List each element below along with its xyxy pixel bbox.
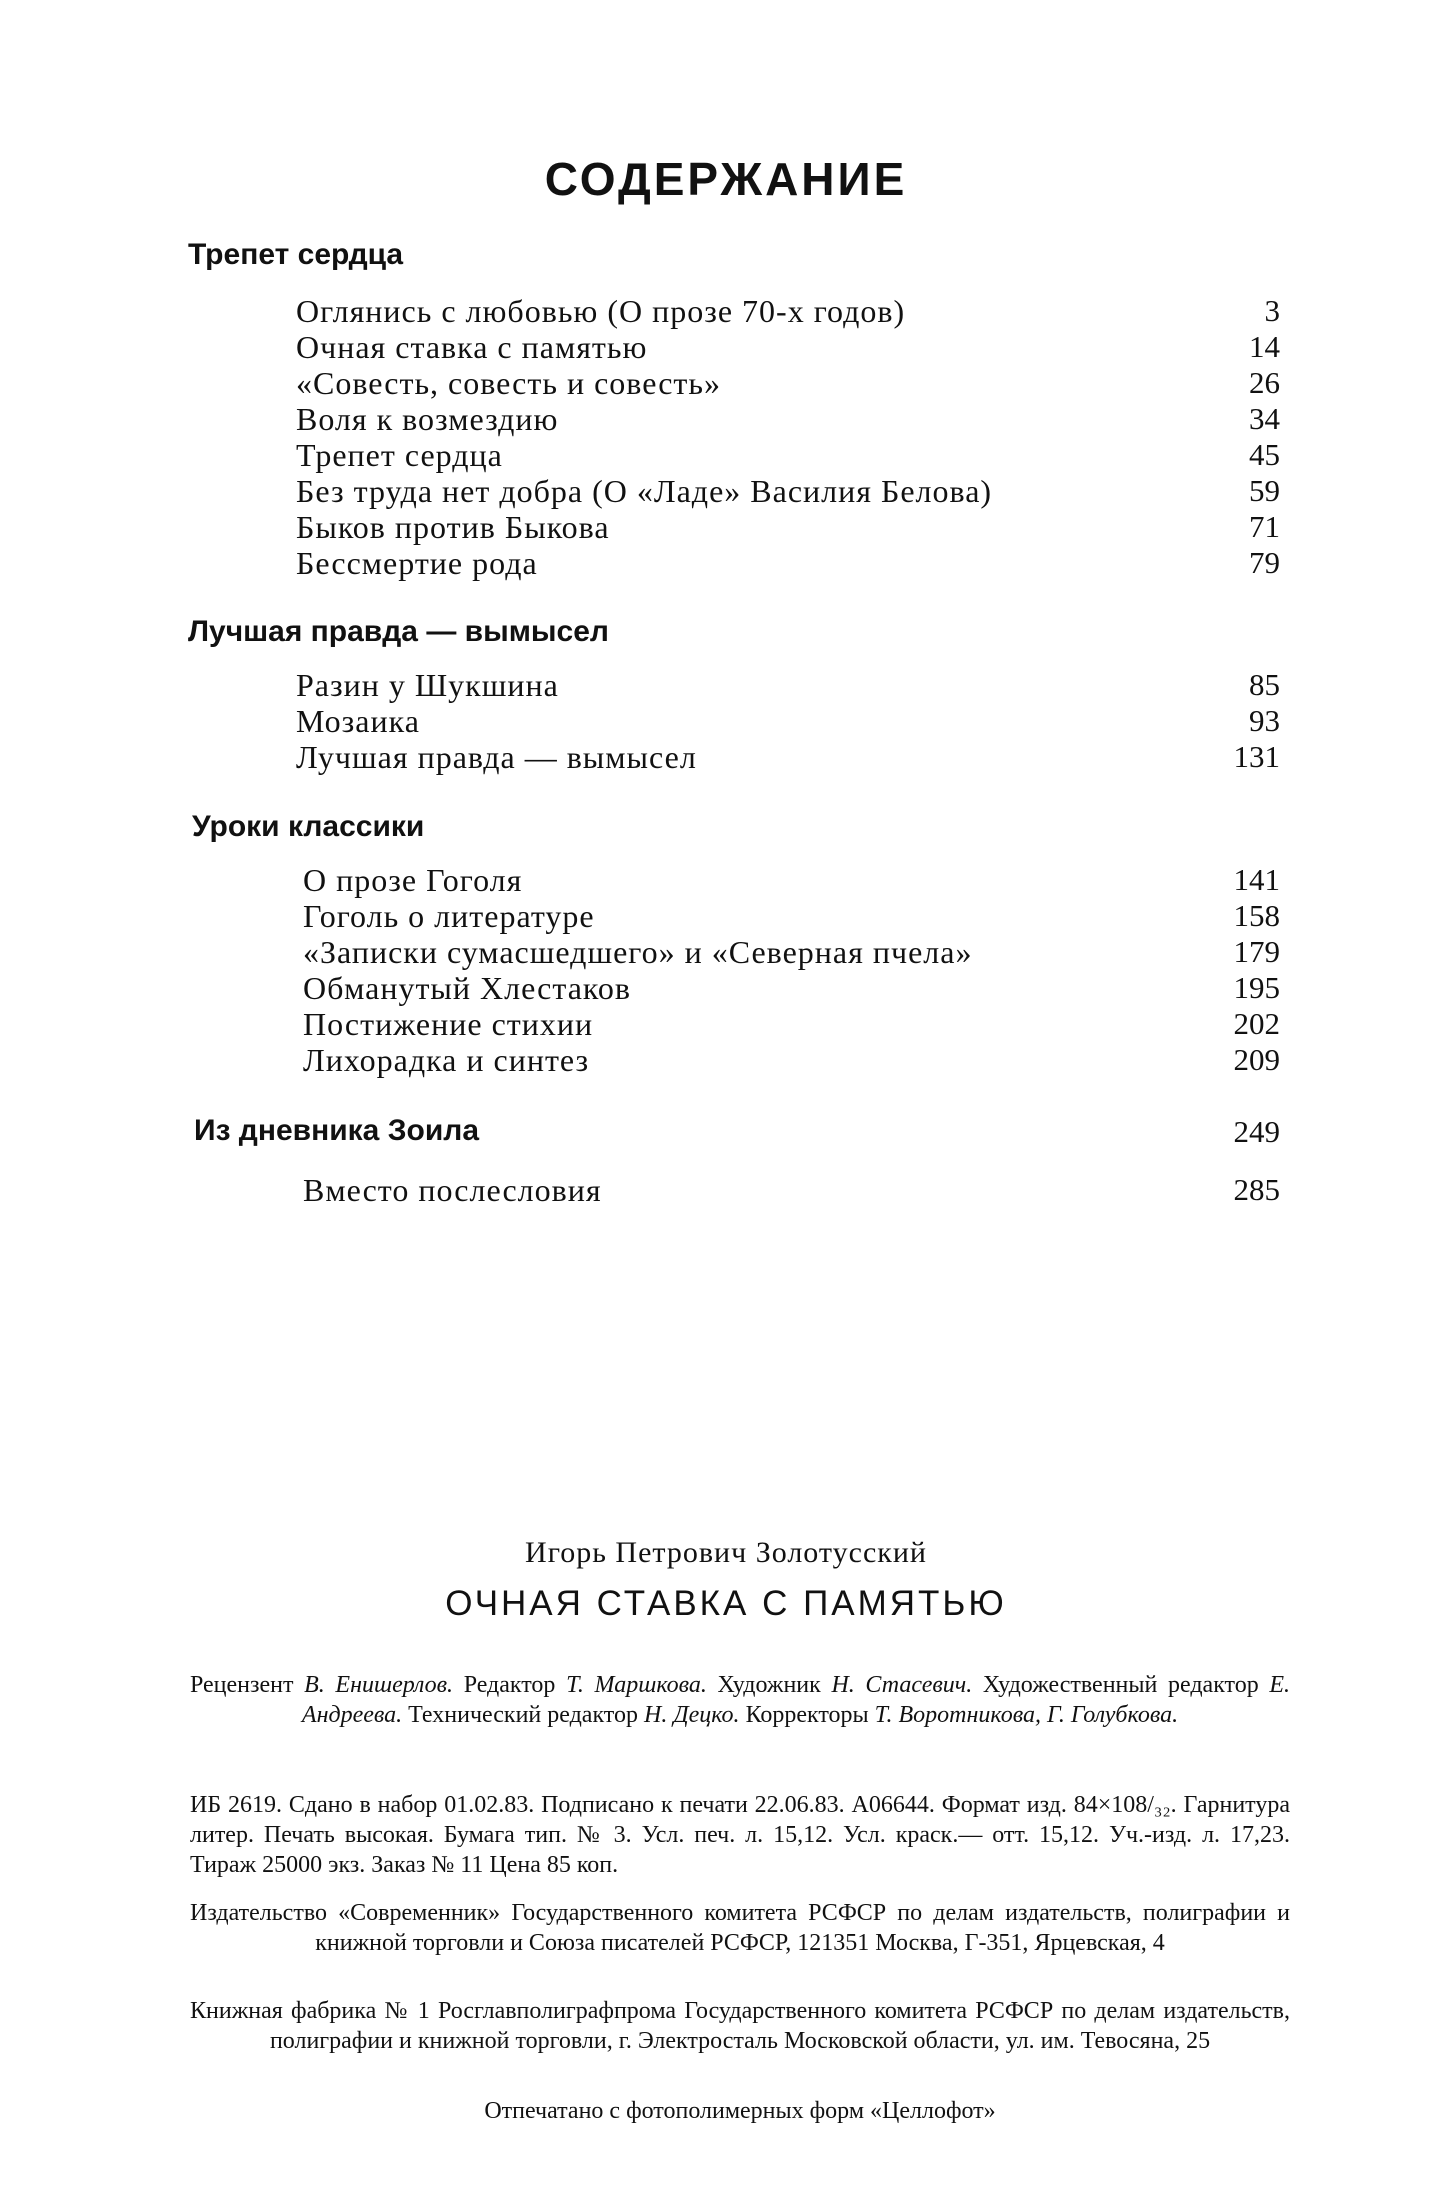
- toc-entry-title: Трепет сердца: [296, 437, 503, 473]
- toc-entry[interactable]: [303, 1006, 1280, 1042]
- artist-label: Художник: [717, 1672, 821, 1698]
- correctors-names: Т. Воротникова, Г. Голубкова.: [874, 1702, 1179, 1728]
- toc-entry-page: 179: [1233, 934, 1280, 969]
- tech-editor-name: Н. Децко.: [643, 1702, 740, 1728]
- toc-entry-title: «Совесть, совесть и совесть»: [296, 365, 721, 401]
- section-heading: Из дневника Зоила: [194, 1114, 479, 1147]
- toc-entry-page: 131: [1233, 739, 1280, 774]
- toc-entry-title: Разин у Шукшина: [296, 667, 559, 703]
- section-heading: Лучшая правда — вымысел: [188, 615, 609, 648]
- editor-label: Редактор: [463, 1672, 556, 1698]
- toc-entry-title: Лихорадка и синтез: [303, 1042, 590, 1078]
- toc-entry[interactable]: [303, 970, 1280, 1006]
- toc-entry-page: 158: [1233, 898, 1280, 933]
- toc-entry[interactable]: [296, 401, 1280, 437]
- toc-entry-title: Обманутый Хлестаков: [303, 970, 631, 1006]
- toc-entry-page: 285: [1233, 1172, 1280, 1207]
- toc-entry-page: 71: [1249, 509, 1280, 544]
- toc-title: СОДЕРЖАНИЕ: [544, 153, 908, 205]
- imprint-credits: [190, 1670, 1290, 1730]
- artist-name: Н. Стасевич.: [831, 1672, 973, 1698]
- toc-entry-title: Мозаика: [296, 703, 420, 739]
- toc-entry-page: 79: [1249, 545, 1280, 580]
- toc-entry-page: 141: [1233, 862, 1280, 897]
- imprint-printed-from: Отпечатано с фотополимерных форм «Целлофот»: [484, 2098, 996, 2124]
- toc-entry-title: Гоголь о литературе: [303, 898, 595, 934]
- toc-entry-page: 26: [1249, 365, 1280, 400]
- toc-entry-title: Без труда нет добра (О «Ладе» Василия Белова): [296, 473, 993, 509]
- toc-entry-page: 45: [1249, 437, 1280, 472]
- toc-entry[interactable]: [296, 703, 1280, 739]
- reviewer-label: Рецензент: [190, 1672, 294, 1698]
- toc-entry[interactable]: [303, 934, 1280, 970]
- art-editor-label: Художественный редактор: [982, 1672, 1259, 1698]
- toc-entry[interactable]: [296, 329, 1280, 365]
- toc-entry-title: Постижение стихии: [303, 1006, 594, 1042]
- toc-entry[interactable]: [296, 509, 1280, 545]
- imprint-book-title: ОЧНАЯ СТАВКА С ПАМЯТЬЮ: [445, 1584, 1007, 1623]
- toc-entry-page: 93: [1249, 703, 1280, 738]
- toc-entry-page: 14: [1249, 329, 1280, 364]
- section-heading: Трепет сердца: [188, 238, 404, 271]
- toc-entry[interactable]: [303, 1172, 1280, 1208]
- toc-entry[interactable]: [296, 739, 1280, 775]
- imprint-printer: Книжная фабрика № 1 Росглавполиграфпрома Государственного комитета РСФСР по делам издательств, полиграфии и книжной торговли, г. Электросталь Московской области, ул. им. Тевосяна, 25: [190, 1998, 1290, 2054]
- toc-entry-page: 34: [1249, 401, 1280, 436]
- toc-entry-title: Бессмертие рода: [296, 545, 538, 581]
- toc-entry[interactable]: [296, 293, 1280, 329]
- toc-entry-page: 85: [1249, 667, 1280, 702]
- toc-entry-title: «Записки сумасшедшего» и «Северная пчела»: [303, 934, 973, 970]
- toc-entry[interactable]: [303, 898, 1280, 934]
- imprint-author: Игорь Петрович Золотусский: [525, 1536, 927, 1569]
- toc-entry[interactable]: [296, 473, 1280, 509]
- toc-entry-title: Воля к возмездию: [296, 401, 559, 437]
- imprint-tech-info: ИБ 2619. Сдано в набор 01.02.83. Подписано к печати 22.06.83. А06644. Формат изд. 84×108/₃₂. Гарнитура литер. Печать высокая. Бумага тип. № 3. Усл. печ. л. 15,12. Усл. краск.— отт. 15,12. Уч.-изд. л. 17,23. Тираж 25000 экз. Заказ № 11 Цена 85 коп.: [190, 1792, 1290, 1878]
- toc-entry-page: 3: [1264, 293, 1280, 328]
- toc-entry-title: Лучшая правда — вымысел: [296, 739, 697, 775]
- correctors-label: Корректоры: [745, 1702, 869, 1728]
- art-editor-name: Е. Андреева.: [301, 1672, 1291, 1728]
- toc-entry-page: 202: [1233, 1006, 1280, 1041]
- toc-entry-page: 195: [1233, 970, 1280, 1005]
- toc-entry-title: О прозе Гоголя: [303, 862, 523, 898]
- toc-entry-title: Оглянись с любовью (О прозе 70-х годов): [296, 293, 906, 329]
- toc-entry-page: 59: [1249, 473, 1280, 508]
- toc-entry-title: Очная ставка с памятью: [296, 329, 648, 365]
- toc-entry[interactable]: [296, 437, 1280, 473]
- toc-entry[interactable]: [296, 545, 1280, 581]
- toc-entry[interactable]: [303, 862, 1280, 898]
- reviewer-name: В. Енишерлов.: [304, 1672, 454, 1698]
- toc-entry-page: 209: [1233, 1042, 1280, 1077]
- tech-editor-label: Технический редактор: [408, 1702, 638, 1728]
- toc-entry-title: Вместо послесловия: [303, 1172, 602, 1208]
- toc-entry[interactable]: [296, 365, 1280, 401]
- toc-entry-title: Быков против Быкова: [296, 509, 610, 545]
- section-heading-page: 249: [1233, 1114, 1280, 1149]
- toc-entry[interactable]: [303, 1042, 1280, 1078]
- section-heading: Уроки классики: [192, 810, 425, 843]
- editor-name: Т. Маршкова.: [566, 1672, 707, 1698]
- imprint-publisher: Издательство «Современник» Государственного комитета РСФСР по делам издательств, полиграфии и книжной торговли и Союза писателей РСФСР, 121351 Москва, Г-351, Ярцевская, 4: [190, 1900, 1290, 1956]
- toc-entry[interactable]: [296, 667, 1280, 703]
